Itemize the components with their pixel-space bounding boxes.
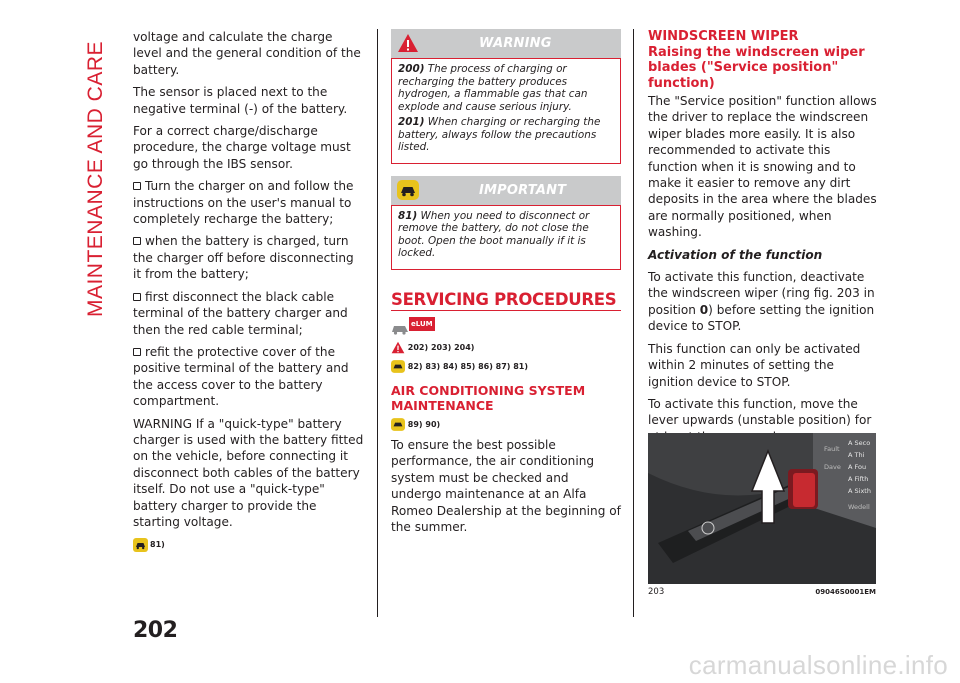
column-1 xyxy=(133,29,365,559)
warning-item xyxy=(398,63,614,113)
ref-number: 81) xyxy=(150,539,165,549)
car-service-icon xyxy=(391,321,409,335)
ref-numbers: 202) 203) 204) xyxy=(407,342,475,352)
section-sidebar-title xyxy=(82,40,110,318)
car-important-icon xyxy=(391,360,405,373)
service-position-subheading: Raising the windscreen wiper blades ("Service position" function) xyxy=(648,44,865,91)
important-panel xyxy=(391,176,621,270)
elum-badge-row xyxy=(391,317,621,337)
position-label: 0 xyxy=(699,302,709,317)
activation-heading: Activation of the function xyxy=(648,247,823,262)
column-3 xyxy=(648,29,878,451)
paragraph: This function can only be activated within 2 minutes of setting the ignition device to STOP. xyxy=(648,341,861,389)
ref-numbers: 89) 90) xyxy=(407,419,441,429)
dash-label: A Fifth xyxy=(848,475,869,483)
paragraph: To ensure the best possible performance, the air conditioning system must be checked and undergo maintenance at an Alfa Romeo Dealership at the beginning of the summer. xyxy=(391,437,621,534)
sidebar-title-text: MAINTENANCE AND CARE xyxy=(84,40,107,318)
checkbox-bullet-icon xyxy=(133,293,141,301)
bullet-text: refit the protective cover of the positive terminal of the battery and the access cover to the battery compartment. xyxy=(133,344,349,409)
bullet-text: Turn the charger on and follow the instructions on the user's manual to completely recharge the battery; xyxy=(133,179,354,227)
warning-item-number: 201) xyxy=(398,116,425,128)
bullet-item xyxy=(133,344,365,410)
important-item-text: When you need to disconnect or remove the battery, do not close the boot. Open the boot manually if it is locked. xyxy=(398,209,590,259)
paragraph: The sensor is placed next to the negative terminal (-) of the battery. xyxy=(133,85,348,116)
text-span: ) before setting the ignition device to STOP. xyxy=(648,302,875,334)
important-item xyxy=(398,210,614,260)
warning-triangle-icon xyxy=(397,33,419,53)
dash-label: Fault xyxy=(824,445,840,453)
dash-label: Wedell xyxy=(848,503,870,511)
important-item-number: 81) xyxy=(398,209,418,222)
checkbox-bullet-icon xyxy=(133,348,141,356)
dash-label: A Sixth xyxy=(848,487,871,495)
windscreen-wiper-heading: WINDSCREEN WIPER xyxy=(648,29,799,44)
warning-triangle-icon xyxy=(391,341,405,354)
figure-number: 203 xyxy=(648,587,665,597)
important-refs-line xyxy=(391,360,621,373)
paragraph-warning-note: WARNING If a "quick-type" battery charger is used with the battery fitted on the vehicle, before connecting it disconnect both cables of the battery itself. Do not use a "quick-type" battery charger to provide the starting voltage. xyxy=(133,416,364,529)
important-panel-body xyxy=(391,205,621,270)
column-2 xyxy=(391,29,621,541)
ref-numbers: 82) 83) 84) 85) 86) 87) 81) xyxy=(407,361,529,371)
paragraph: The "Service position" function allows the driver to replace the windscreen wiper blades more easily. It is also recommended to activate this function when it is snowing and to make it easier to remove any dirt deposits in the area where the blades are normally positioned, when washing. xyxy=(648,94,877,240)
wiper-lever-illustration xyxy=(648,433,876,584)
bullet-text: when the battery is charged, turn the charger off before disconnecting it from the battery; xyxy=(133,234,354,282)
watermark: carmanualsonline.info xyxy=(688,650,948,680)
paragraph xyxy=(648,269,878,335)
page-number: 202 xyxy=(133,618,178,643)
checkbox-bullet-icon xyxy=(133,237,141,245)
ac-maintenance-heading: AIR CONDITIONING SYSTEM MAINTENANCE xyxy=(391,382,586,414)
warning-item-text: The process of charging or recharging the battery produces hydrogen, a flammable gas that can explode and cause serious injury. xyxy=(398,63,588,113)
elum-badge: eLUM xyxy=(409,317,435,331)
important-panel-title: IMPORTANT xyxy=(479,182,567,198)
dash-label: A Thi xyxy=(848,451,865,459)
paragraph: voltage and calculate the charge level and the general condition of the battery. xyxy=(133,30,361,77)
ac-refs-line xyxy=(391,418,621,431)
warning-panel-header xyxy=(391,29,621,58)
dash-label: Dave xyxy=(824,463,841,471)
column-divider xyxy=(377,29,378,617)
checkbox-bullet-icon xyxy=(133,182,141,190)
warning-item-number: 200) xyxy=(398,63,425,75)
car-important-icon xyxy=(397,180,419,200)
bullet-text: first disconnect the black cable terminal of the battery charger and then the red cable terminal; xyxy=(133,289,348,337)
warning-panel-title: WARNING xyxy=(479,36,552,51)
warning-panel-body xyxy=(391,58,621,164)
important-panel-header xyxy=(391,176,621,205)
warning-panel xyxy=(391,29,621,164)
column-divider xyxy=(633,29,634,617)
figure-code: 09046S0001EM xyxy=(815,588,876,596)
bullet-item xyxy=(133,233,365,282)
servicing-procedures-heading: SERVICING PROCEDURES xyxy=(391,292,621,311)
warning-item-text: When charging or recharging the battery, always follow the precautions listed. xyxy=(398,116,601,153)
car-important-icon xyxy=(391,418,405,431)
dash-label: A Fou xyxy=(848,463,867,471)
important-ref-line xyxy=(133,536,365,553)
paragraph: For a correct charge/discharge procedure, the charge voltage must go through the IBS sensor. xyxy=(133,124,351,171)
car-important-icon xyxy=(133,538,148,552)
figure-wiper-lever-photo xyxy=(648,433,876,584)
paragraph: To activate this function, move the lever upwards (unstable position) for xyxy=(648,396,872,428)
text-span: To activate this function, deactivate the windscreen wiper (ring fig. 203 in position xyxy=(648,270,875,317)
bullet-item xyxy=(133,178,365,227)
bullet-item xyxy=(133,289,365,338)
warning-item xyxy=(398,116,614,154)
warning-refs-line xyxy=(391,341,621,354)
dash-label: A Seco xyxy=(848,439,871,447)
